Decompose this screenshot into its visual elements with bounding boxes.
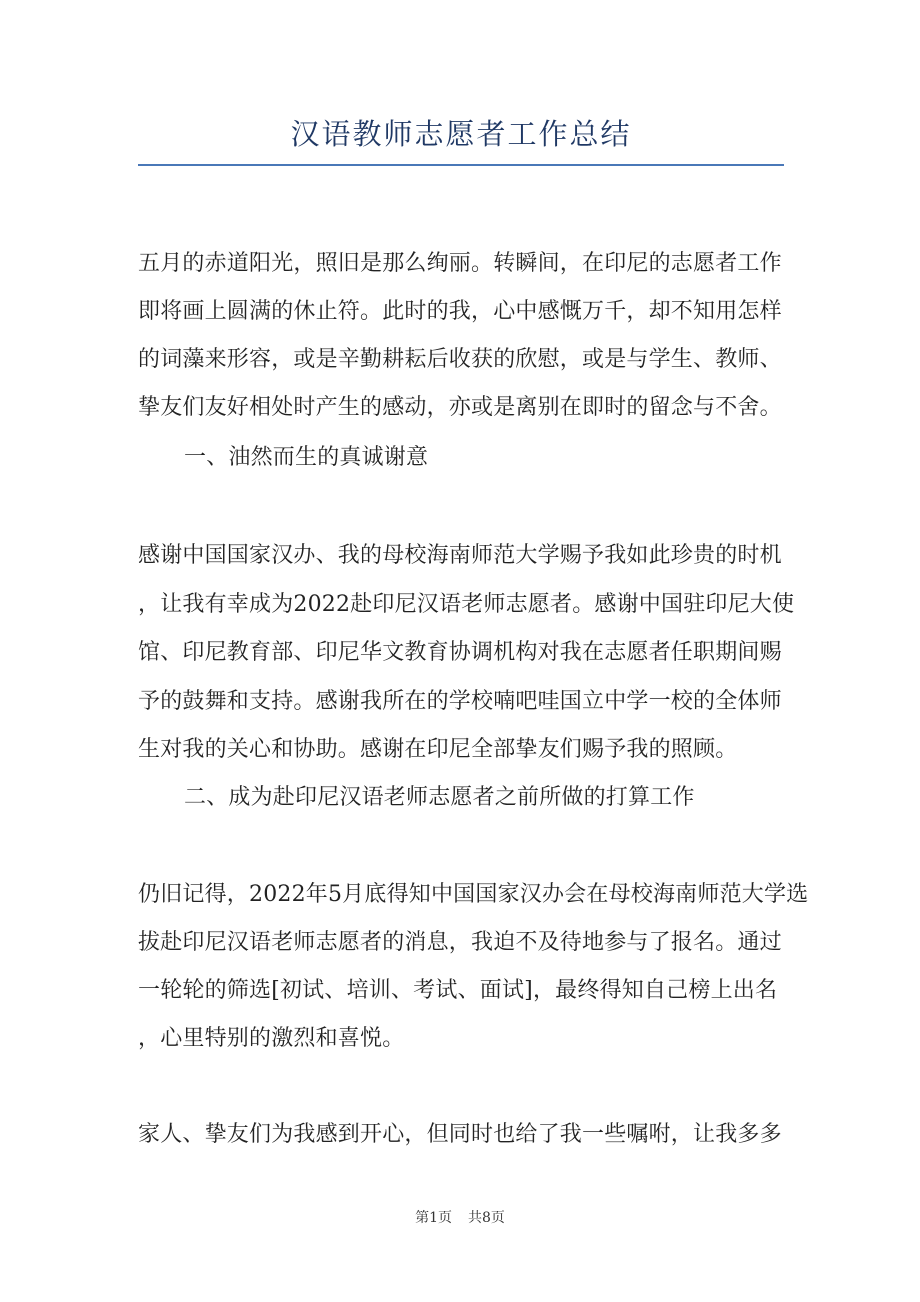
paragraph-line: 予的鼓舞和支持。感谢我所在的学校喃吧哇国立中学一校的全体师: [138, 689, 782, 714]
section-heading-2: 二、成为赴印尼汉语老师志愿者之前所做的打算工作: [184, 785, 695, 810]
paragraph-line: 即将画上圆满的休止符。此时的我，心中感慨万千，却不知用怎样: [138, 299, 782, 324]
paragraph-line: 感谢中国国家汉办、我的母校海南师范大学赐予我如此珍贵的时机: [138, 543, 782, 568]
paragraph-line: ，心里特别的激烈和喜悦。: [138, 1026, 405, 1051]
paragraph-line: 挚友们友好相处时产生的感动，亦或是离别在即时的留念与不舍。: [138, 395, 782, 420]
page-number: 第1页: [415, 1210, 452, 1226]
page-total: 共8页: [468, 1210, 505, 1226]
page-footer: [0, 1207, 920, 1227]
document-title: 汉语教师志愿者工作总结: [290, 117, 632, 151]
paragraph-line: 一轮轮的筛选[初试、培训、考试、面试]，最终得知自己榜上出名: [138, 978, 778, 1003]
paragraph-line: 馆、印尼教育部、印尼华文教育协调机构对我在志愿者任职期间赐: [138, 640, 782, 665]
section-heading-1: 一、油然而生的真诚谢意: [184, 445, 429, 470]
paragraph-line: 五月的赤道阳光，照旧是那么绚丽。转瞬间，在印尼的志愿者工作: [138, 251, 782, 276]
paragraph-line: 家人、挚友们为我感到开心，但同时也给了我一些嘱咐，让我多多: [138, 1122, 782, 1147]
paragraph-line: 仍旧记得，2022年5月底得知中国国家汉办会在母校海南师范大学选: [138, 882, 809, 907]
paragraph-line: 拔赴印尼汉语老师志愿者的消息，我迫不及待地参与了报名。通过: [138, 930, 782, 955]
paragraph-line: 生对我的关心和协助。感谢在印尼全部挚友们赐予我的照顾。: [138, 737, 738, 762]
paragraph-line: 的词藻来形容，或是辛勤耕耘后收获的欣慰，或是与学生、教师、: [138, 347, 782, 372]
title-divider: [138, 164, 784, 166]
paragraph-line: ，让我有幸成为2022赴印尼汉语老师志愿者。感谢中国驻印尼大使: [138, 592, 795, 617]
